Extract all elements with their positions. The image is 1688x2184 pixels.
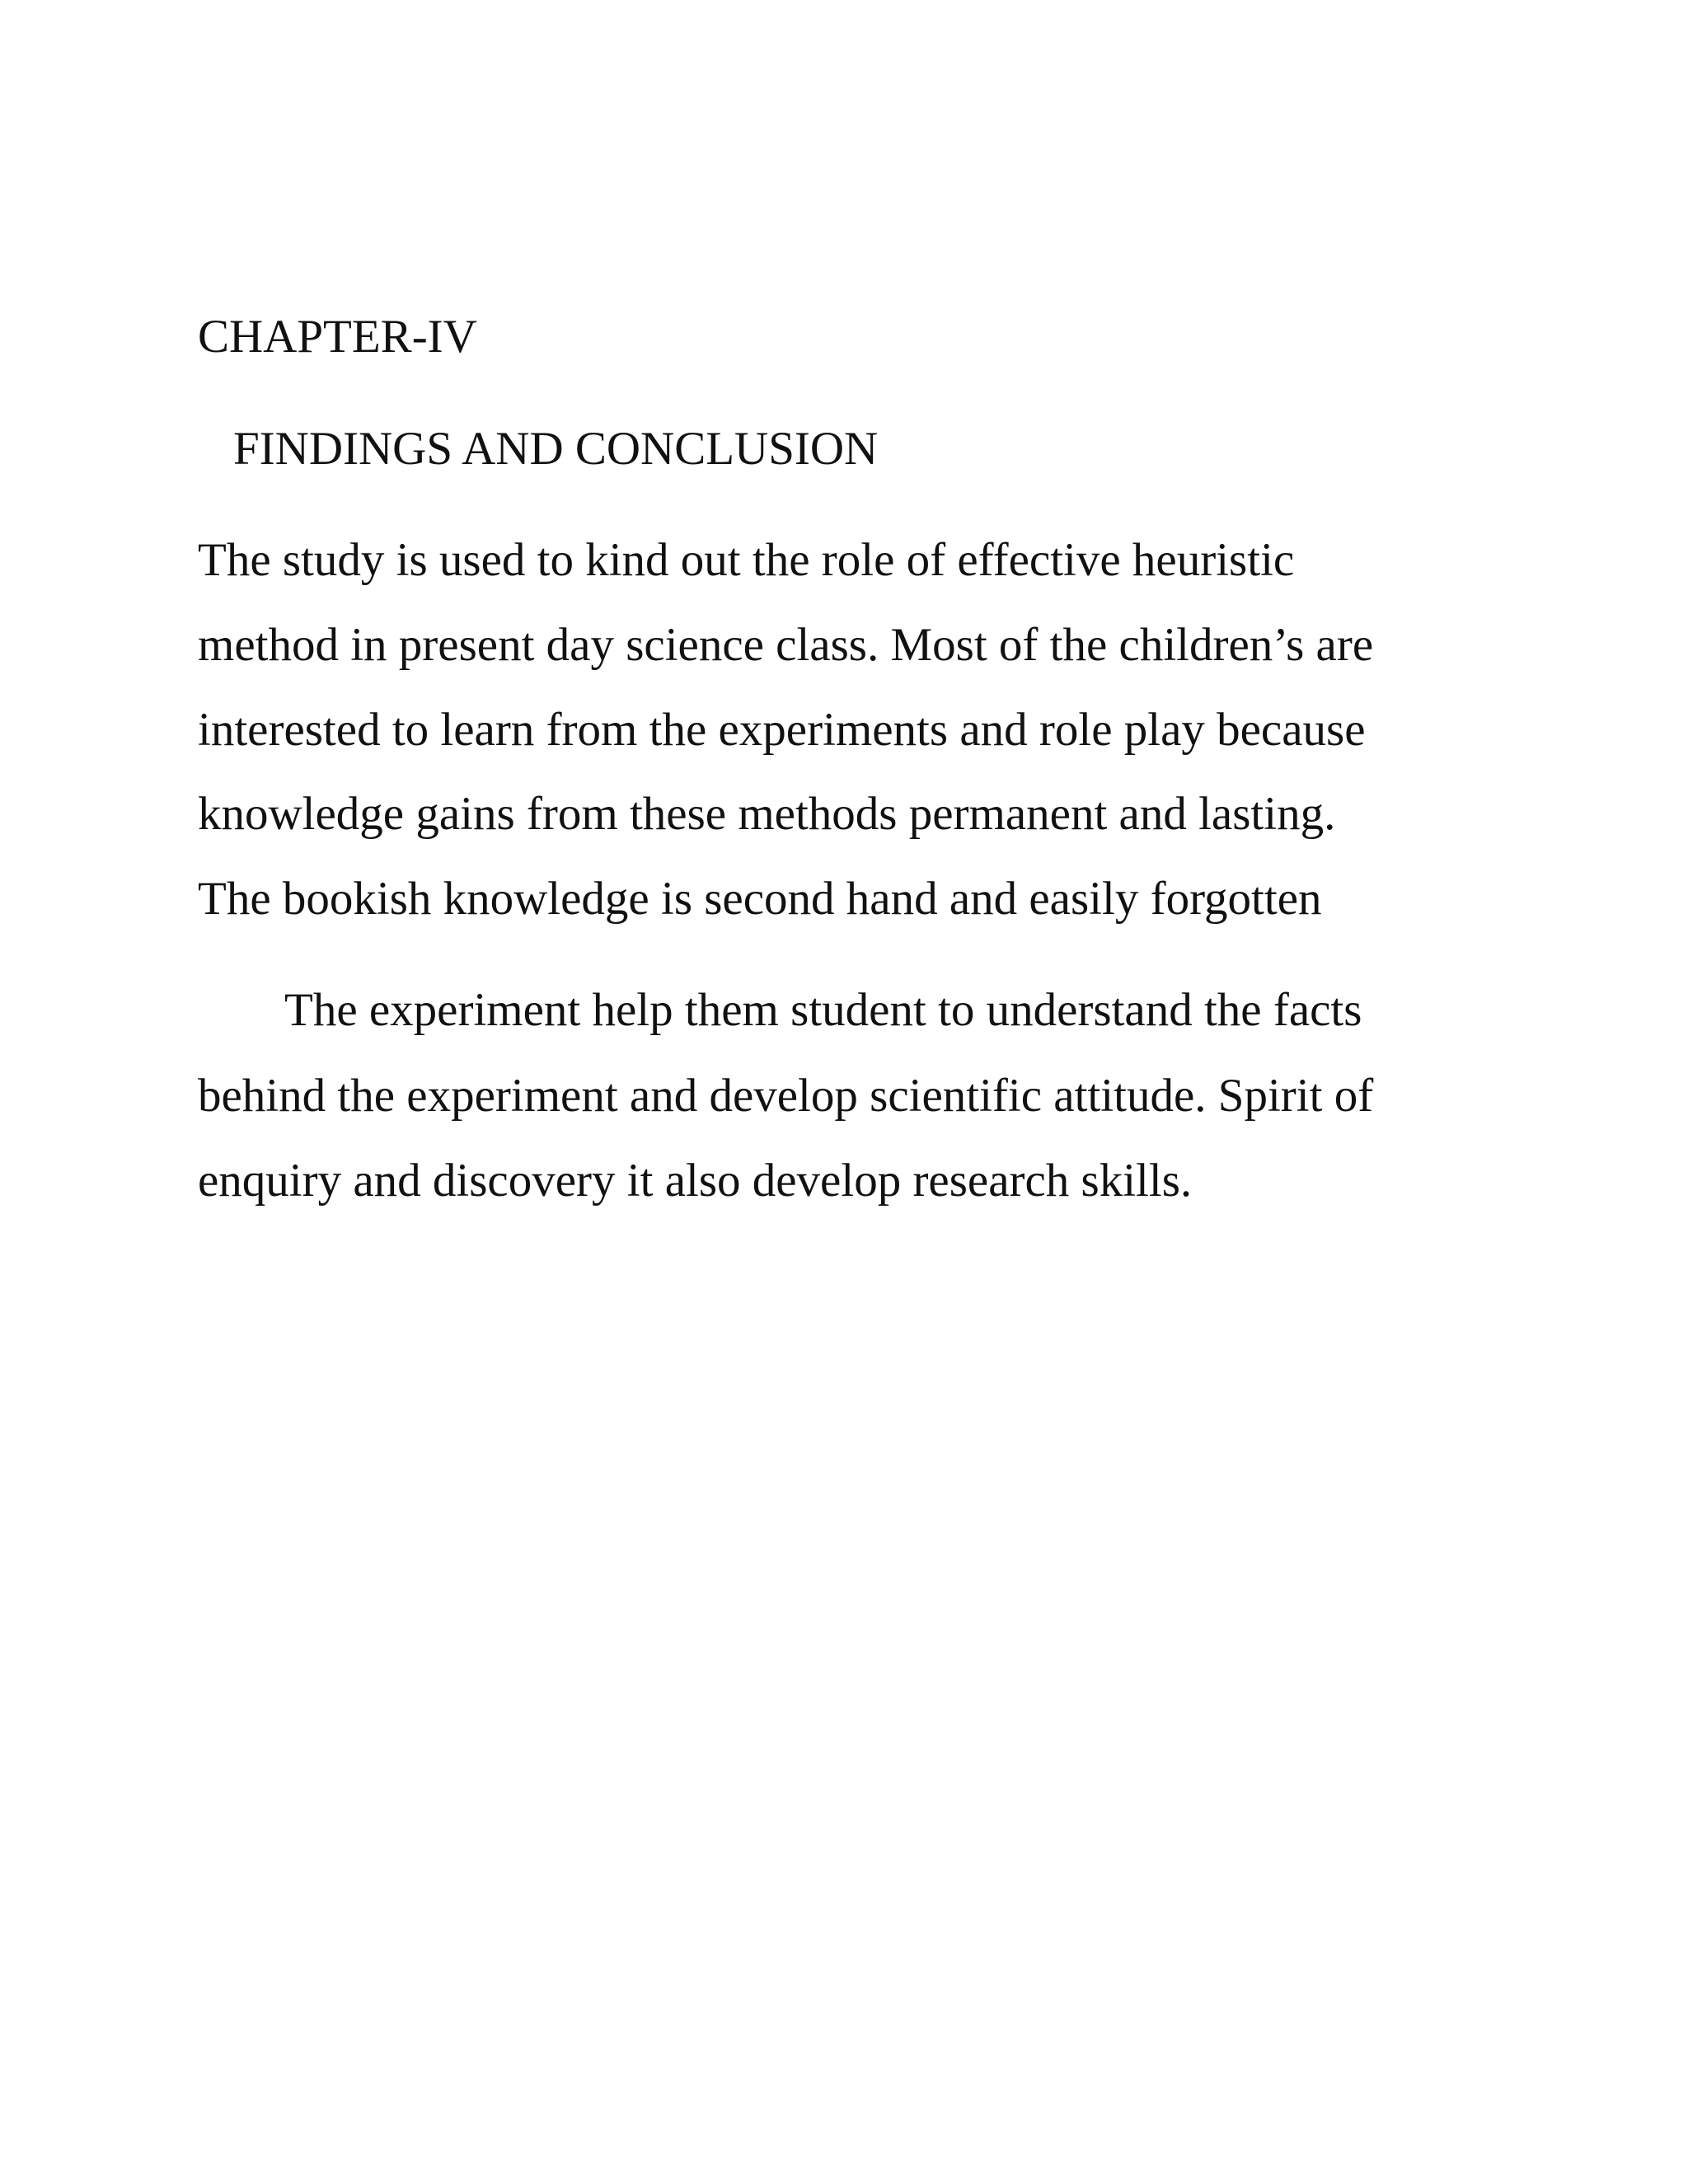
section-title: FINDINGS AND CONCLUSION (233, 423, 879, 475)
paragraph-line: The bookish knowledge is second hand and easily forgotten (198, 873, 1322, 925)
chapter-label: CHAPTER-IV (198, 311, 477, 363)
paragraph-line: method in present day science class. Most of the children’s are (198, 619, 1374, 671)
paragraph-line: knowledge gains from these methods permanent and lasting. (198, 788, 1336, 840)
paragraph-line: interested to learn from the experiments and role play because (198, 704, 1366, 756)
paragraph-line: The study is used to kind out the role of effective heuristic (198, 534, 1295, 586)
paragraph-line: The experiment help them student to understand the facts (284, 984, 1362, 1036)
paragraph-line: behind the experiment and develop scientific attitude. Spirit of (198, 1070, 1374, 1122)
paragraph-line: enquiry and discovery it also develop research skills. (198, 1155, 1193, 1207)
